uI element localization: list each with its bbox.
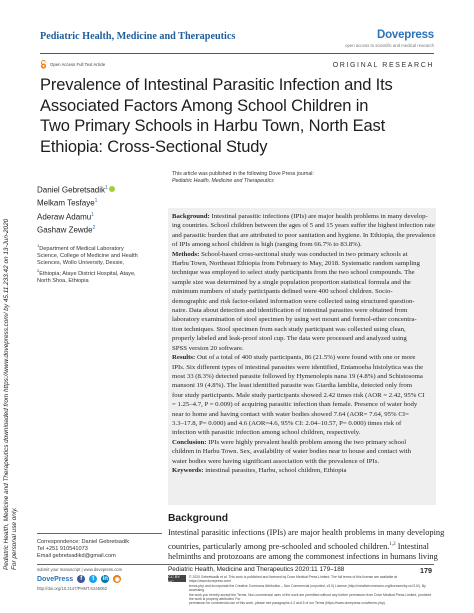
body-text-line: Intestinal parasitic infections (IPIs) are major health problems in many developing <box>168 528 445 537</box>
correspondence-email[interactable]: Email gebretsadikd@gmail.com <box>37 553 116 559</box>
abstract-line: minimum numbers of study participants defined were 400 school children. Socio- <box>172 288 393 296</box>
section-heading-background: Background <box>168 513 229 524</box>
footer-divider <box>37 564 434 565</box>
correspondence-name: Correspondence: Daniel Gebretsadik <box>37 539 130 545</box>
abstract-conclusion: Conclusion: IPIs were highly prevalent health problem among the two primary school <box>172 438 407 446</box>
facebook-icon[interactable]: f <box>77 575 85 583</box>
abstract-line: = 1.25–4.7, P = 0.009) of acquiring parasitic infection than female. Presence of water body <box>172 401 418 409</box>
abstract-line: technique was employed to select study participants from the two school compounds. The <box>172 269 415 277</box>
abstract-line: most 33 (8.3%) detected parasite followed by Hymenolepis nana 19 (4.8%) and Schistosoma <box>172 372 423 380</box>
submit-manuscript-link[interactable]: submit your manuscript | www.dovepress.com <box>37 567 123 572</box>
author[interactable] <box>37 223 162 236</box>
download-banner-personal-use: For personal use only. <box>11 507 18 570</box>
download-banner-line: Pediatric Health, Medicine and Therapeutics downloaded from https://www.dovepress.com/ by 45.11.233.42 on 13-Jun-2020 <box>3 218 10 570</box>
license-line: terms.php and incorporate the Creative Commons Attribution – Non Commercial (unported, v3.0) License (http://creativecommons.org/licenses/by-nc/3.0/). By accessing <box>189 583 426 593</box>
title-line: Ethiopia: Cross-Sectional Study <box>40 137 268 156</box>
abstract-line: four study participants. Male study participants showed 2.42 times risk (AOR = 2.42, 95% CI <box>172 391 425 399</box>
abstract-line: of IPIs among school children is high (ranging from 66.7% to 83.8%). <box>172 241 362 249</box>
creative-commons-icon[interactable]: CC BY NC <box>168 575 186 582</box>
author-affiliation-marker: 1 <box>94 198 98 205</box>
footer-logos <box>37 575 162 583</box>
abstract-line: ing countries. School children between the ages of 5 and 15 years suffer the highest infection rate <box>172 222 435 230</box>
abstract-line: children in Harbu Town. Sex, availability of water bodies near to house and contact with <box>172 448 411 456</box>
download-banner-text <box>3 100 19 570</box>
author[interactable] <box>37 210 162 223</box>
open-access-label: Open Access Full Text Article <box>50 62 106 67</box>
open-access-lock-icon <box>40 60 47 69</box>
publication-note-line: This article was published in the following Dove Press journal: <box>172 171 314 177</box>
publication-note-journal[interactable]: Pediatric Health, Medicine and Therapeutics <box>172 178 274 184</box>
doi-link[interactable]: http://doi.org/10.2147/PHMT.S245062 <box>37 586 108 591</box>
affiliation-marker: 2 <box>37 267 40 273</box>
affiliation-marker: 1 <box>37 243 40 248</box>
correspondence-divider <box>37 533 162 534</box>
footer-left <box>37 567 162 591</box>
publication-note <box>172 171 314 185</box>
citation-reference[interactable]: 1,2 <box>389 542 396 547</box>
abstract-line: mansoni 19 (4.8%). The least identified parasite was Giardia lamblia, detected only from <box>172 382 412 390</box>
affiliations <box>37 242 162 285</box>
affiliation-line: $^1$Department of Medical Laboratory <box>37 243 124 252</box>
orcid-icon[interactable] <box>109 186 115 192</box>
title-line: Associated Factors Among School Children in <box>40 96 369 115</box>
affiliation-line: Sciences, Wollo University, Dessie, <box>37 259 125 266</box>
title-line: Two Primary Schools in Harbu Town, North East <box>40 117 386 136</box>
abstract-line: near to home and having contact with water bodies showed 7.64 (AOR= 7.64, 95% CI= <box>172 410 409 418</box>
author-name[interactable]: Gashaw Zewde <box>37 225 93 235</box>
author-affiliation-marker: 1 <box>91 211 95 218</box>
abstract-box <box>168 208 436 505</box>
abstract-line: IPIs. Six different types of intestinal parasites were identified, Entamoeba histolytica was the <box>172 363 424 371</box>
abstract-line: naire. Data about detection and identification of intestinal parasites were obtained from <box>172 307 408 315</box>
abstract-line: SPSS version 20 software. <box>172 344 244 352</box>
author[interactable] <box>37 196 162 209</box>
author-name[interactable]: Aderaw Adamu <box>37 212 92 222</box>
abstract-line: and parasitic burden that are attributed to poor sanitation and hygiene. In Ethiopia, the prevalence <box>172 231 436 239</box>
body-text-line: countries, particularly among pre-schooled and schooled children.$^{1,2}$ Intestinal <box>168 541 429 551</box>
download-banner <box>3 100 29 570</box>
abstract-line: Harbu Town, Northeast Ethiopia from February to May, 2018. Systematic random sampling <box>172 260 420 268</box>
affiliation-line: North Shoa, Ethiopia <box>37 277 89 284</box>
journal-name[interactable]: Pediatric Health, Medicine and Therapeutics <box>40 31 236 42</box>
abstract-line: properly labeled and leak-proof stool cup. The data were processed and analyzed using <box>172 335 407 343</box>
author-sidebar <box>37 183 162 285</box>
dovepress-logo[interactable]: DovePress <box>37 575 74 583</box>
author-affiliation-marker: 2 <box>92 224 96 231</box>
publisher-logo[interactable]: Dovepress <box>376 29 434 41</box>
abstract-results: Results: Out of a total of 400 study participants, 86 (21.5%) were found with one or more <box>172 354 416 362</box>
author[interactable] <box>37 183 162 196</box>
abstract-line: sample size was determined by a single population proportion statistical formula and the <box>172 278 411 286</box>
journal-header <box>40 31 434 53</box>
license-block <box>168 575 436 606</box>
header-divider <box>40 53 434 54</box>
license-line: © 2020 Gebretsadik et al. This work is published and licensed by Dove Medical Press Limited. The full terms of this license are available at https://www.dovepress.com/ <box>189 575 397 584</box>
license-line: the work you hereby accept the Terms. Non-commercial uses of the work are permitted without any further permission from Dove Medical Press Limited, provided the work is properly attributed. For <box>189 592 432 602</box>
abstract-line: water bodies were having significant association with the prevalence of IPIs. <box>172 457 380 465</box>
abstract-line: laboratory examination of stool specimen by using wet mount and formol-ether concentra- <box>172 316 417 324</box>
page-number: 179 <box>420 566 432 575</box>
abstract-keywords: Keywords: intestinal parasites, Harbu, school children, Ethiopia <box>172 466 347 474</box>
abstract-line: tion techniques. Stool specimen from each study participant was collected using clean, <box>172 325 406 333</box>
abstract-line: demographic and risk factor-related information were collected using structured question- <box>172 297 415 305</box>
author-name[interactable]: Melkam Tesfaye <box>37 198 95 208</box>
publisher-tagline: open access to scientific and medical research <box>345 43 434 48</box>
license-line: permission for commercial use of this work, please see paragraphs 4.2 and 5 of our Terms (https://www.dovepress.com/terms.php). <box>189 601 386 606</box>
author-affiliation-marker: 1 <box>105 185 108 191</box>
article-title <box>40 75 440 157</box>
correspondence-block <box>37 533 162 560</box>
correspondence-phone: Tel +251 910541073 <box>37 546 88 552</box>
abstract-background: Background: Intestinal parasitic infections (IPIs) are major health problems in many develop- <box>172 213 428 220</box>
license-text <box>189 575 436 606</box>
title-line: Prevalence of Intestinal Parasitic Infection and Its <box>40 76 393 94</box>
affiliation-line: $^2$Ethiopia; Ataye District Hospital, Ataye, <box>37 267 136 277</box>
twitter-icon[interactable]: t <box>89 575 97 583</box>
linkedin-icon[interactable]: in <box>102 576 108 582</box>
body-text-line: helminths and protozoans are among the commonest infections in humans living <box>168 552 438 561</box>
footer-citation: Pediatric Health, Medicine and Therapeutics 2020:11 179–188 <box>168 566 345 573</box>
article-type: ORIGINAL RESEARCH <box>332 62 434 69</box>
open-access-badge <box>40 60 105 69</box>
abstract-line: infection with parasitic infection among school children, respectively. <box>172 429 361 437</box>
author-name[interactable]: Daniel Gebretsadik <box>37 185 106 195</box>
rss-icon[interactable]: ◉ <box>114 576 120 583</box>
affiliation-line: Science, College of Medicine and Health <box>37 252 138 259</box>
abstract-methods: Methods: School-based cross-sectional study was conducted in two primary schools at <box>172 250 408 258</box>
abstract-line: 3.3–17.8, P= 0.000) and 4.6 (AOR=4.6, 95% CI: 2.04–10.57, P= 0.000) times risk of <box>172 419 402 427</box>
